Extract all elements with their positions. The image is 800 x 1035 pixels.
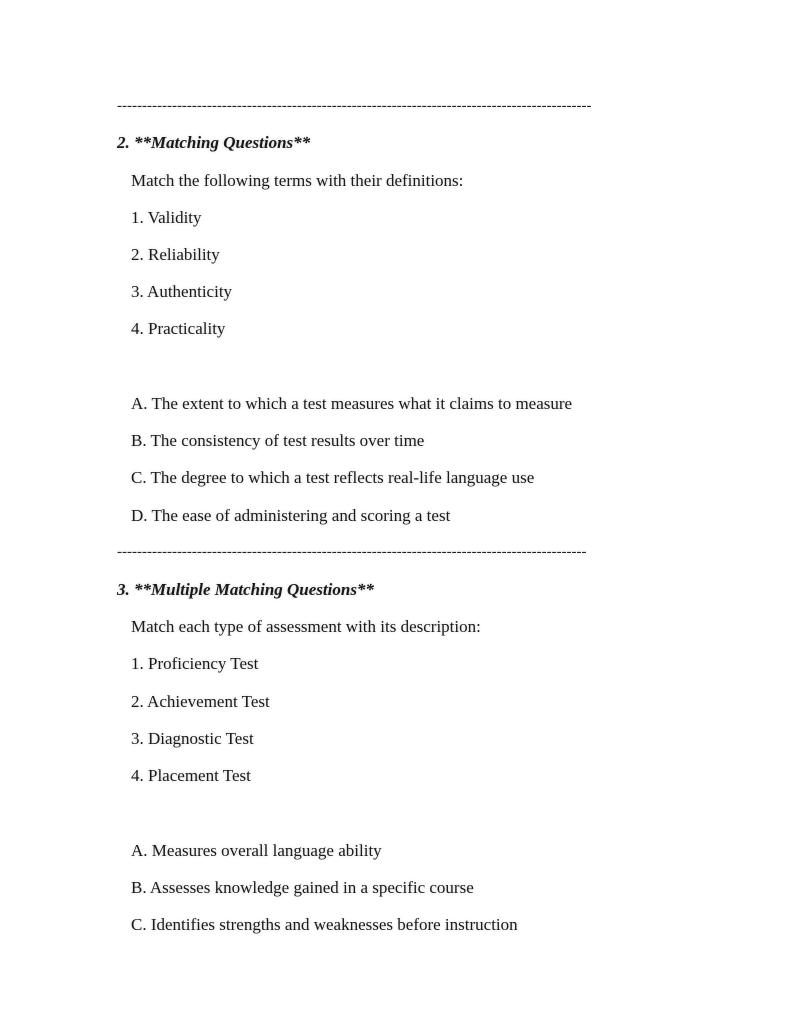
term-item: 1. Validity: [131, 208, 202, 227]
definition-item: A. Measures overall language ability: [131, 841, 382, 860]
section-heading: 2. **Matching Questions**: [117, 133, 311, 152]
term-item: 3. Authenticity: [131, 282, 233, 301]
definition-item: B. The consistency of test results over time: [131, 431, 425, 450]
definition-item: B. Assesses knowledge gained in a specific course: [131, 878, 474, 897]
definition-item: C. The degree to which a test reflects real-life language use: [131, 468, 535, 487]
section-instruction: Match the following terms with their definitions:: [131, 171, 464, 190]
section-instruction: Match each type of assessment with its description:: [131, 617, 481, 636]
definition-item: C. Identifies strengths and weaknesses before instruction: [131, 915, 518, 934]
divider: -----------------------------------------------------------------------------------------------: [117, 98, 592, 114]
definition-item: A. The extent to which a test measures what it claims to measure: [131, 394, 573, 413]
term-item: 1. Proficiency Test: [131, 654, 259, 673]
term-item: 4. Practicality: [131, 319, 226, 338]
term-item: 2. Achievement Test: [131, 692, 270, 711]
section-heading: 3. **Multiple Matching Questions**: [117, 580, 374, 599]
term-item: 2. Reliability: [131, 245, 220, 264]
term-item: 4. Placement Test: [131, 766, 251, 785]
term-item: 3. Diagnostic Test: [131, 729, 254, 748]
definition-item: D. The ease of administering and scoring a test: [131, 506, 451, 525]
divider: ----------------------------------------------------------------------------------------------: [117, 544, 587, 560]
